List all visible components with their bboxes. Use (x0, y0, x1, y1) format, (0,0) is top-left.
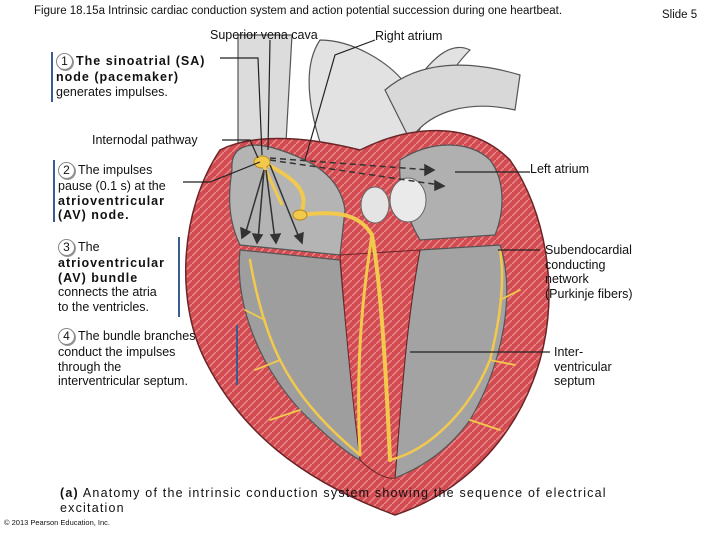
right-atrium-label: Right atrium (375, 29, 443, 43)
step-number: 3 (58, 239, 75, 256)
purkinje-line: (Purkinje fibers) (545, 286, 633, 301)
caption-text: Anatomy of the intrinsic conduction system showing the sequence of electrical excitation (60, 486, 607, 515)
superior-vena-cava-label: Superior vena cava (210, 28, 318, 42)
step-bar (51, 52, 53, 102)
step-2 (58, 162, 208, 223)
septum-line: septum (554, 374, 595, 388)
slide-number: Slide 5 (662, 9, 698, 21)
caption-letter: (a) (60, 486, 79, 500)
av-node (293, 210, 307, 220)
step-line: The sinoatrial (SA) (76, 54, 206, 68)
step-line: (AV) node. (58, 208, 130, 222)
septum-line: Inter- (554, 345, 584, 359)
septum-line: ventricular (554, 359, 612, 374)
step-number: 4 (58, 328, 75, 345)
step-number: 2 (58, 162, 75, 179)
step-line: interventricular septum. (58, 374, 188, 388)
purkinje-line: network (545, 272, 589, 286)
septum-label (554, 345, 612, 389)
step-number: 1 (56, 53, 73, 70)
step-line: node (pacemaker) (56, 70, 179, 84)
step-4 (58, 328, 243, 389)
step-line: pause (0.1 s) at the (58, 179, 166, 193)
valve (361, 187, 389, 223)
step-line: through the (58, 359, 122, 374)
purkinje-label (545, 243, 633, 301)
step-line: The bundle branches (78, 329, 196, 343)
step-line: to the ventricles. (58, 299, 150, 314)
left-atrium-label: Left atrium (530, 162, 590, 176)
step-line: (AV) bundle (58, 270, 139, 285)
step-line: conduct the impulses (58, 345, 176, 359)
step-line: atrioventricular (58, 193, 166, 208)
purkinje-line: conducting (545, 257, 606, 272)
figure-caption (60, 486, 660, 516)
step-line: connects the atria (58, 285, 157, 299)
step-line: atrioventricular (58, 256, 166, 270)
step-line: The (78, 240, 100, 254)
step-line: generates impulses. (56, 84, 168, 99)
figure-title: Figure 18.15a Intrinsic cardiac conduction system and action potential succession during one heartbeat. (34, 5, 563, 17)
purkinje-line: Subendocardial (545, 243, 632, 257)
valve (390, 178, 426, 222)
copyright: © 2013 Pearson Education, Inc. (4, 518, 111, 527)
step-line: The impulses (78, 163, 153, 177)
pulmonary-trunk (385, 65, 520, 140)
step-1 (56, 53, 221, 99)
step-bar (53, 160, 55, 222)
internodal-pathway-label: Internodal pathway (92, 133, 198, 147)
step-3 (58, 239, 183, 314)
